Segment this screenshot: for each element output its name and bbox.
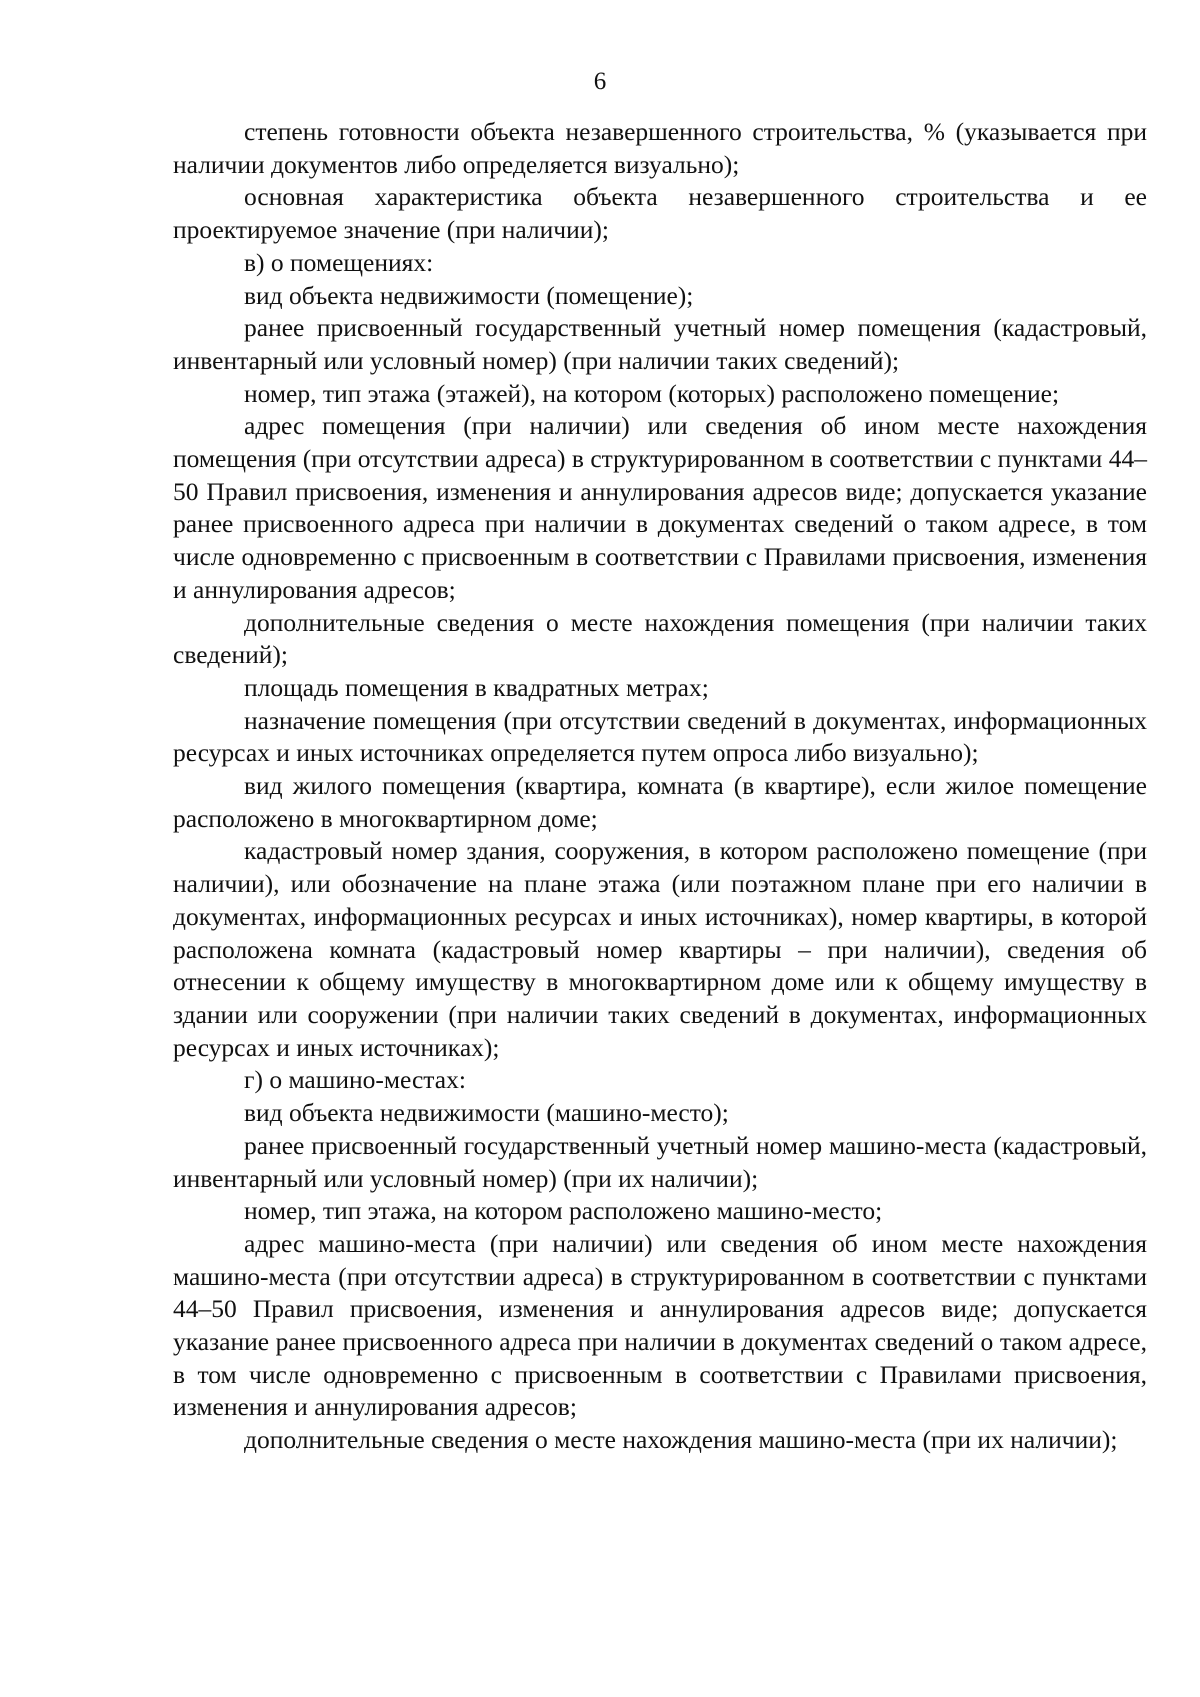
paragraph-residential-type: вид жилого помещения (квартира, комната (в квартире), если жилое помещение расположено в многоквартирном доме; [173,771,1147,833]
paragraph-parking-address: адрес машино-места (при наличии) или сведения об ином месте нахождения машино-места (при отсутствии адреса) в структурированном в соответствии с пунктами 44–50 Правил присвоения, изменения и аннулирования адресов виде; допускается указание ранее присвоенного адреса при наличии в документах сведений о таком адресе, в том числе одновременно с присвоенным в соответствии с Правилами присвоения, изменения и аннулирования адресов; [173,1228,1147,1422]
paragraph-main-characteristic: основная характеристика объекта незавершенного строительства и ее проектируемое значение (при наличии); [173,182,1147,245]
section-heading-parking-spaces: г) о машино-местах: [244,1065,466,1095]
paragraph-premises-purpose: назначение помещения (при отсутствии сведений в документах, информационных ресурсах и иных источниках определяется путем опроса либо визуально); [173,705,1147,768]
paragraph-premises-location-extra: дополнительные сведения о месте нахождения помещения (при наличии таких сведений); [173,607,1147,670]
paragraph-premises-floor: номер, тип этажа (этажей), на котором (которых) расположено помещение; [244,378,1060,408]
paragraph-parking-previous-number: ранее присвоенный государственный учетный номер машино-места (кадастровый, инвентарный или условный номер) (при их наличии); [173,1130,1147,1193]
paragraph-construction-readiness: степень готовности объекта незавершенного строительства, % (указывается при наличии документов либо определяется визуально); [173,117,1147,179]
paragraph-premises-object-type: вид объекта недвижимости (помещение); [244,280,694,310]
paragraph-premises-previous-number: ранее присвоенный государственный учетный номер помещения (кадастровый, инвентарный или условный номер) (при наличии таких сведений); [173,313,1147,375]
page-number: 6 [593,68,607,95]
section-heading-premises: в) о помещениях: [244,247,434,277]
paragraph-parking-object-type: вид объекта недвижимости (машино-место); [244,1098,729,1128]
paragraph-premises-cadastral: кадастровый номер здания, сооружения, в котором расположено помещение (при наличии), или обозначение на плане этажа (или поэтажном плане при его наличии в документах, информационных ресурсах и иных источниках), номер квартиры, в которой расположена комната (кадастровый номер квартиры – при наличии), сведения об отнесении к общему имуществу в многоквартирном доме или к общему имуществу в здании или сооружении (при наличии таких сведений в документах, информационных ресурсах и иных источниках); [173,836,1147,1062]
paragraph-parking-location-extra: дополнительные сведения о месте нахождения машино-места (при их наличии); [244,1425,1118,1455]
paragraph-premises-address: адрес помещения (при наличии) или сведения об ином месте нахождения помещения (при отсутствии адреса) в структурированном в соответствии с пунктами 44–50 Правил присвоения, изменения и аннулирования адресов виде; допускается указание ранее присвоенного адреса при наличии в документах сведений о таком адресе, в том числе одновременно с присвоенным в соответствии с Правилами присвоения, изменения и аннулирования адресов; [173,411,1147,604]
paragraph-premises-area: площадь помещения в квадратных метрах; [244,672,709,702]
document-body [173,116,1147,1457]
paragraph-parking-floor: номер, тип этажа, на котором расположено машино-место; [244,1196,883,1226]
